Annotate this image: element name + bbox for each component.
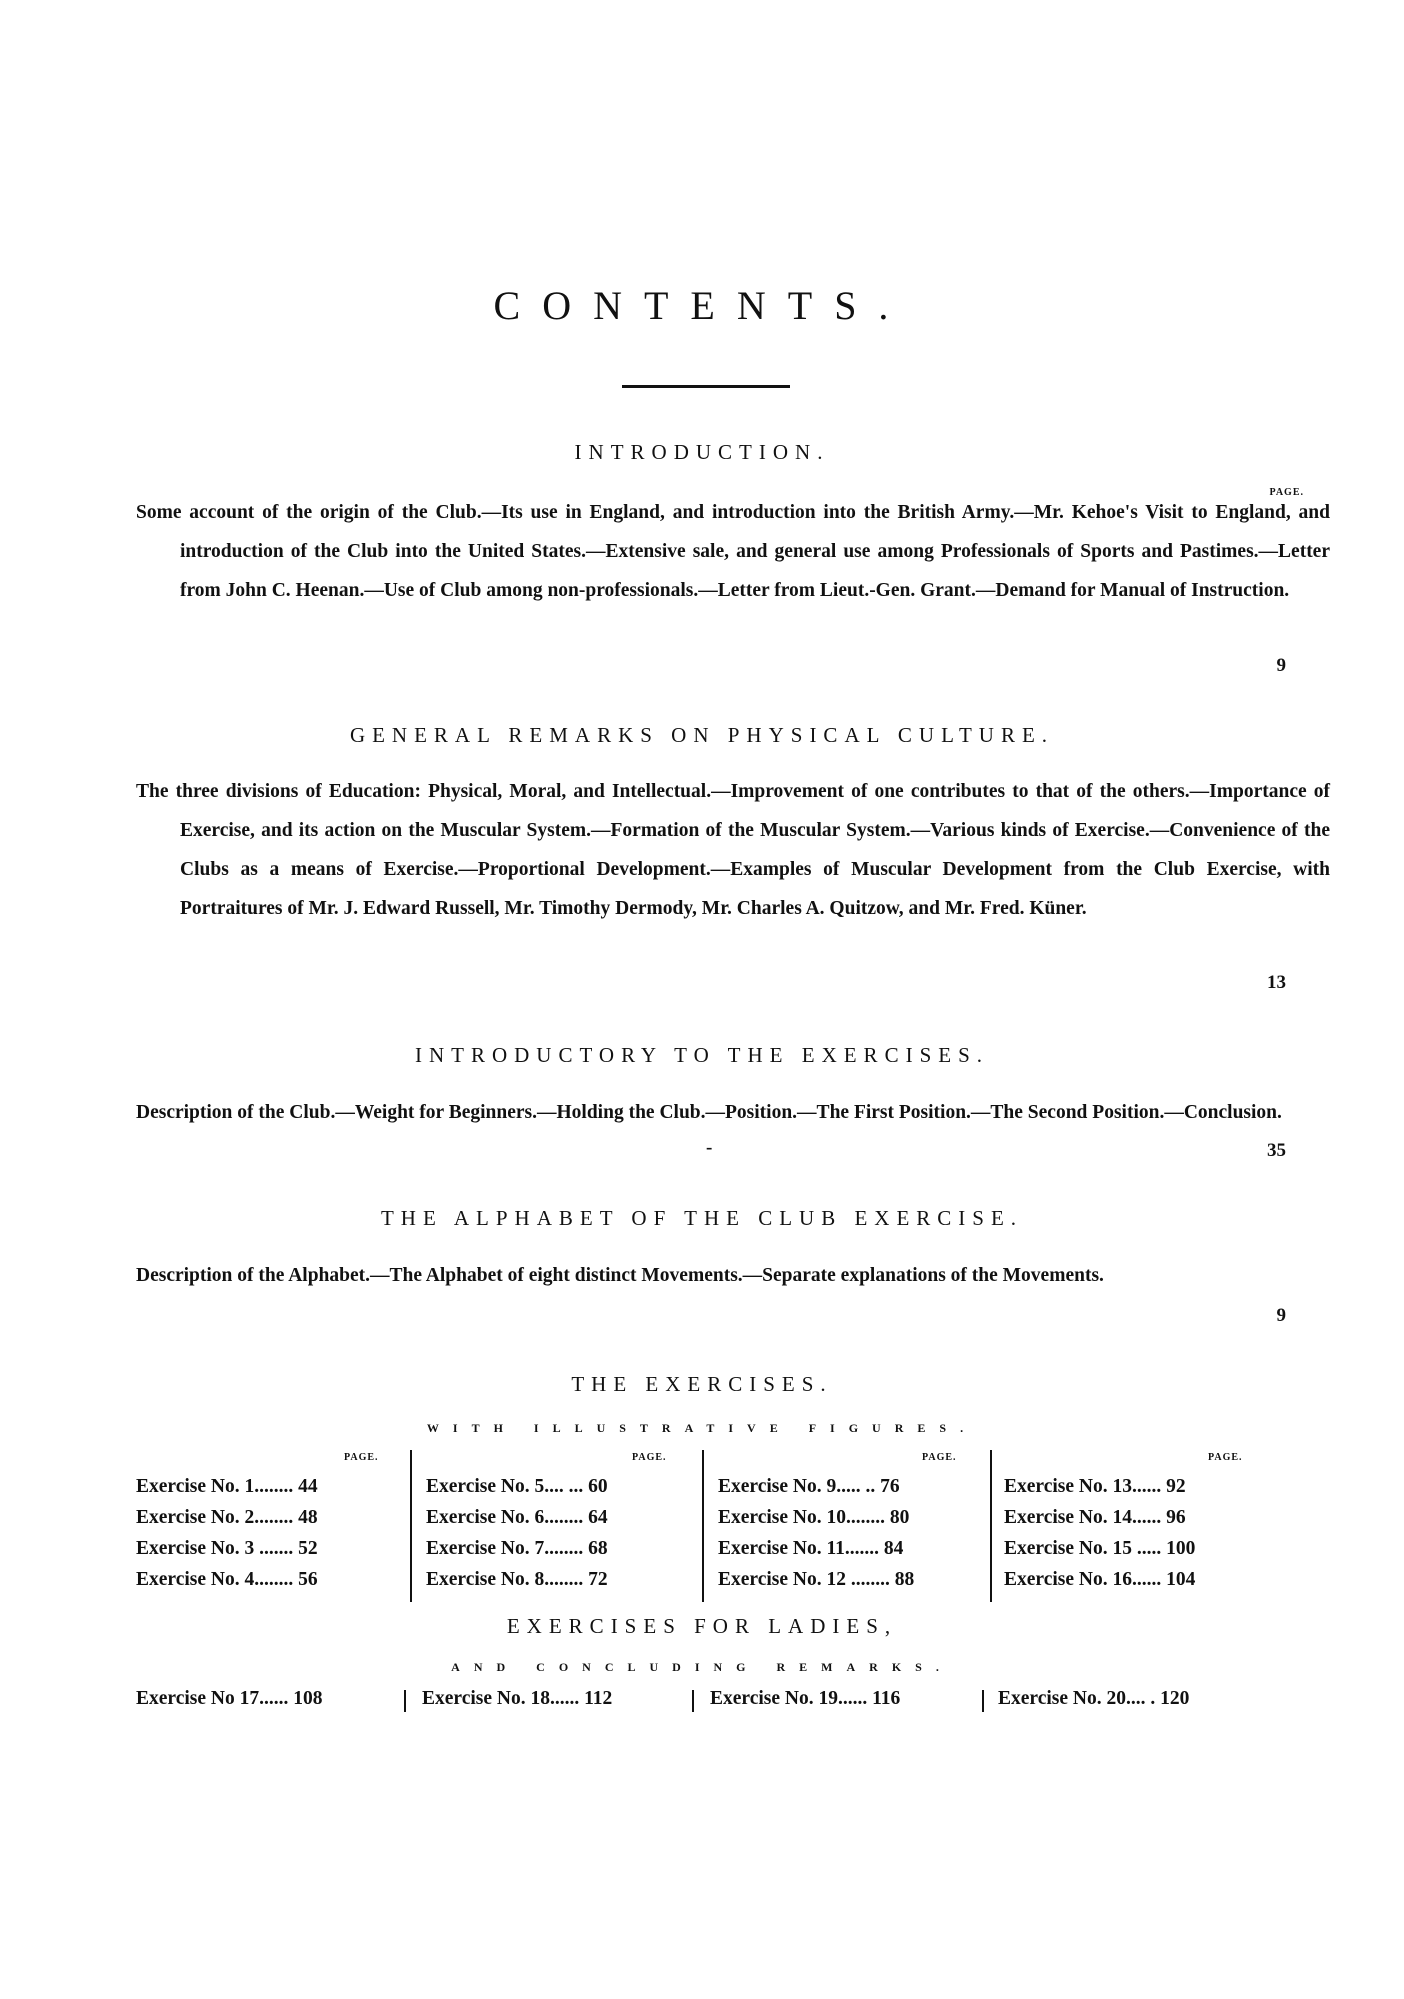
page-label-col-1: PAGE. <box>344 1452 379 1463</box>
section-heading-alphabet: THE ALPHABET OF THE CLUB EXERCISE. <box>380 1206 1024 1230</box>
exercise-entry: Exercise No. 16...... 104 <box>1004 1569 1196 1590</box>
exercise-entry: Exercise No. 6........ 64 <box>426 1507 608 1528</box>
column-divider <box>692 1690 694 1712</box>
exercise-entry: Exercise No. 14...... 96 <box>1004 1507 1186 1528</box>
exercise-column-1 <box>136 1471 414 1595</box>
exercise-column-2 <box>426 1471 704 1595</box>
ladies-heading: EXERCISES FOR LADIES, <box>506 1614 898 1638</box>
ladies-exercise-entry: Exercise No. 20.... . 120 <box>998 1688 1190 1709</box>
section-page-alphabet: 9 <box>1276 1305 1286 1326</box>
title-rule <box>622 385 790 388</box>
page-label-col-3: PAGE. <box>922 1452 957 1463</box>
exercise-entry: Exercise No. 8........ 72 <box>426 1569 608 1590</box>
exercise-column-3 <box>718 1471 996 1595</box>
exercise-entry: Exercise No. 2........ 48 <box>136 1507 318 1528</box>
exercise-entry: Exercise No. 3 ....... 52 <box>136 1538 318 1559</box>
section-page-physical-culture: 13 <box>1267 972 1286 993</box>
section-text-alphabet: Description of the Alphabet.—The Alphabet of eight distinct Movements.—Separate explanations of the Movements. <box>136 1265 1104 1286</box>
ladies-exercise-entry: Exercise No. 18...... 112 <box>422 1688 613 1709</box>
exercise-column-4 <box>1004 1471 1282 1595</box>
section-dash-introductory: - <box>706 1137 713 1158</box>
section-page-introductory: 35 <box>1267 1140 1286 1161</box>
exercises-heading: THE EXERCISES. <box>571 1372 833 1396</box>
exercise-entry: Exercise No. 15 ..... 100 <box>1004 1538 1196 1559</box>
section-text-introductory: Description of the Club.—Weight for Beginners.—Holding the Club.—Position.—The First Position.—The Second Position.—Conclusion. <box>136 1102 1282 1123</box>
exercise-entry: Exercise No. 5.... ... 60 <box>426 1476 608 1497</box>
exercise-entry: Exercise No. 10........ 80 <box>718 1507 910 1528</box>
ladies-subheading: AND CONCLUDING REMARKS. <box>451 1660 953 1674</box>
column-divider <box>404 1690 406 1712</box>
exercise-entry: Exercise No. 13...... 92 <box>1004 1476 1186 1497</box>
section-text-introduction: Some account of the origin of the Club.—Its use in England, and introduction into the British Army.—Mr. Kehoe's Visit to England, and introduction of the Club into the United States.—Extensive sale, and general use among Professionals of Sports and Pastimes.—Letter from John C. Heenan.—Use of Club among non-professionals.—Letter from Lieut.-Gen. Grant.—Demand for Manual of Instruction. <box>136 502 1330 601</box>
page-label-col-4: PAGE. <box>1208 1452 1243 1463</box>
ladies-exercise-entry: Exercise No. 19...... 116 <box>710 1688 901 1709</box>
exercise-entry: Exercise No. 7........ 68 <box>426 1538 608 1559</box>
exercise-entry: Exercise No. 1........ 44 <box>136 1476 318 1497</box>
column-divider <box>982 1690 984 1712</box>
exercise-entry: Exercise No. 9..... .. 76 <box>718 1476 900 1497</box>
page-label-col-2: PAGE. <box>632 1452 667 1463</box>
section-heading-physical-culture: GENERAL REMARKS ON PHYSICAL CULTURE. <box>349 723 1055 747</box>
page-column-label: PAGE. <box>1269 487 1304 498</box>
page-title: CONTENTS. <box>493 283 911 328</box>
exercise-entry: Exercise No. 4........ 56 <box>136 1569 318 1590</box>
section-page-introduction: 9 <box>1276 655 1286 676</box>
ladies-exercise-entry: Exercise No 17...... 108 <box>136 1688 323 1709</box>
exercises-subheading: WITH ILLUSTRATIVE FIGURES. <box>426 1421 978 1435</box>
exercise-entry: Exercise No. 11....... 84 <box>718 1538 904 1559</box>
exercise-entry: Exercise No. 12 ........ 88 <box>718 1569 915 1590</box>
section-heading-introduction: INTRODUCTION. <box>574 440 830 464</box>
section-heading-introductory: INTRODUCTORY TO THE EXERCISES. <box>414 1043 990 1067</box>
section-text-physical-culture: The three divisions of Education: Physical, Moral, and Intellectual.—Improvement of one contributes to that of the others.—Importance of Exercise, and its action on the Muscular System.—Formation of the Muscular System.—Various kinds of Exercise.—Convenience of the Clubs as a means of Exercise.—Proportional Development.—Examples of Muscular Development from the Club Exercise, with Portraitures of Mr. J. Edward Russell, Mr. Timothy Dermody, Mr. Charles A. Quitzow, and Mr. Fred. Küner. <box>136 781 1330 919</box>
